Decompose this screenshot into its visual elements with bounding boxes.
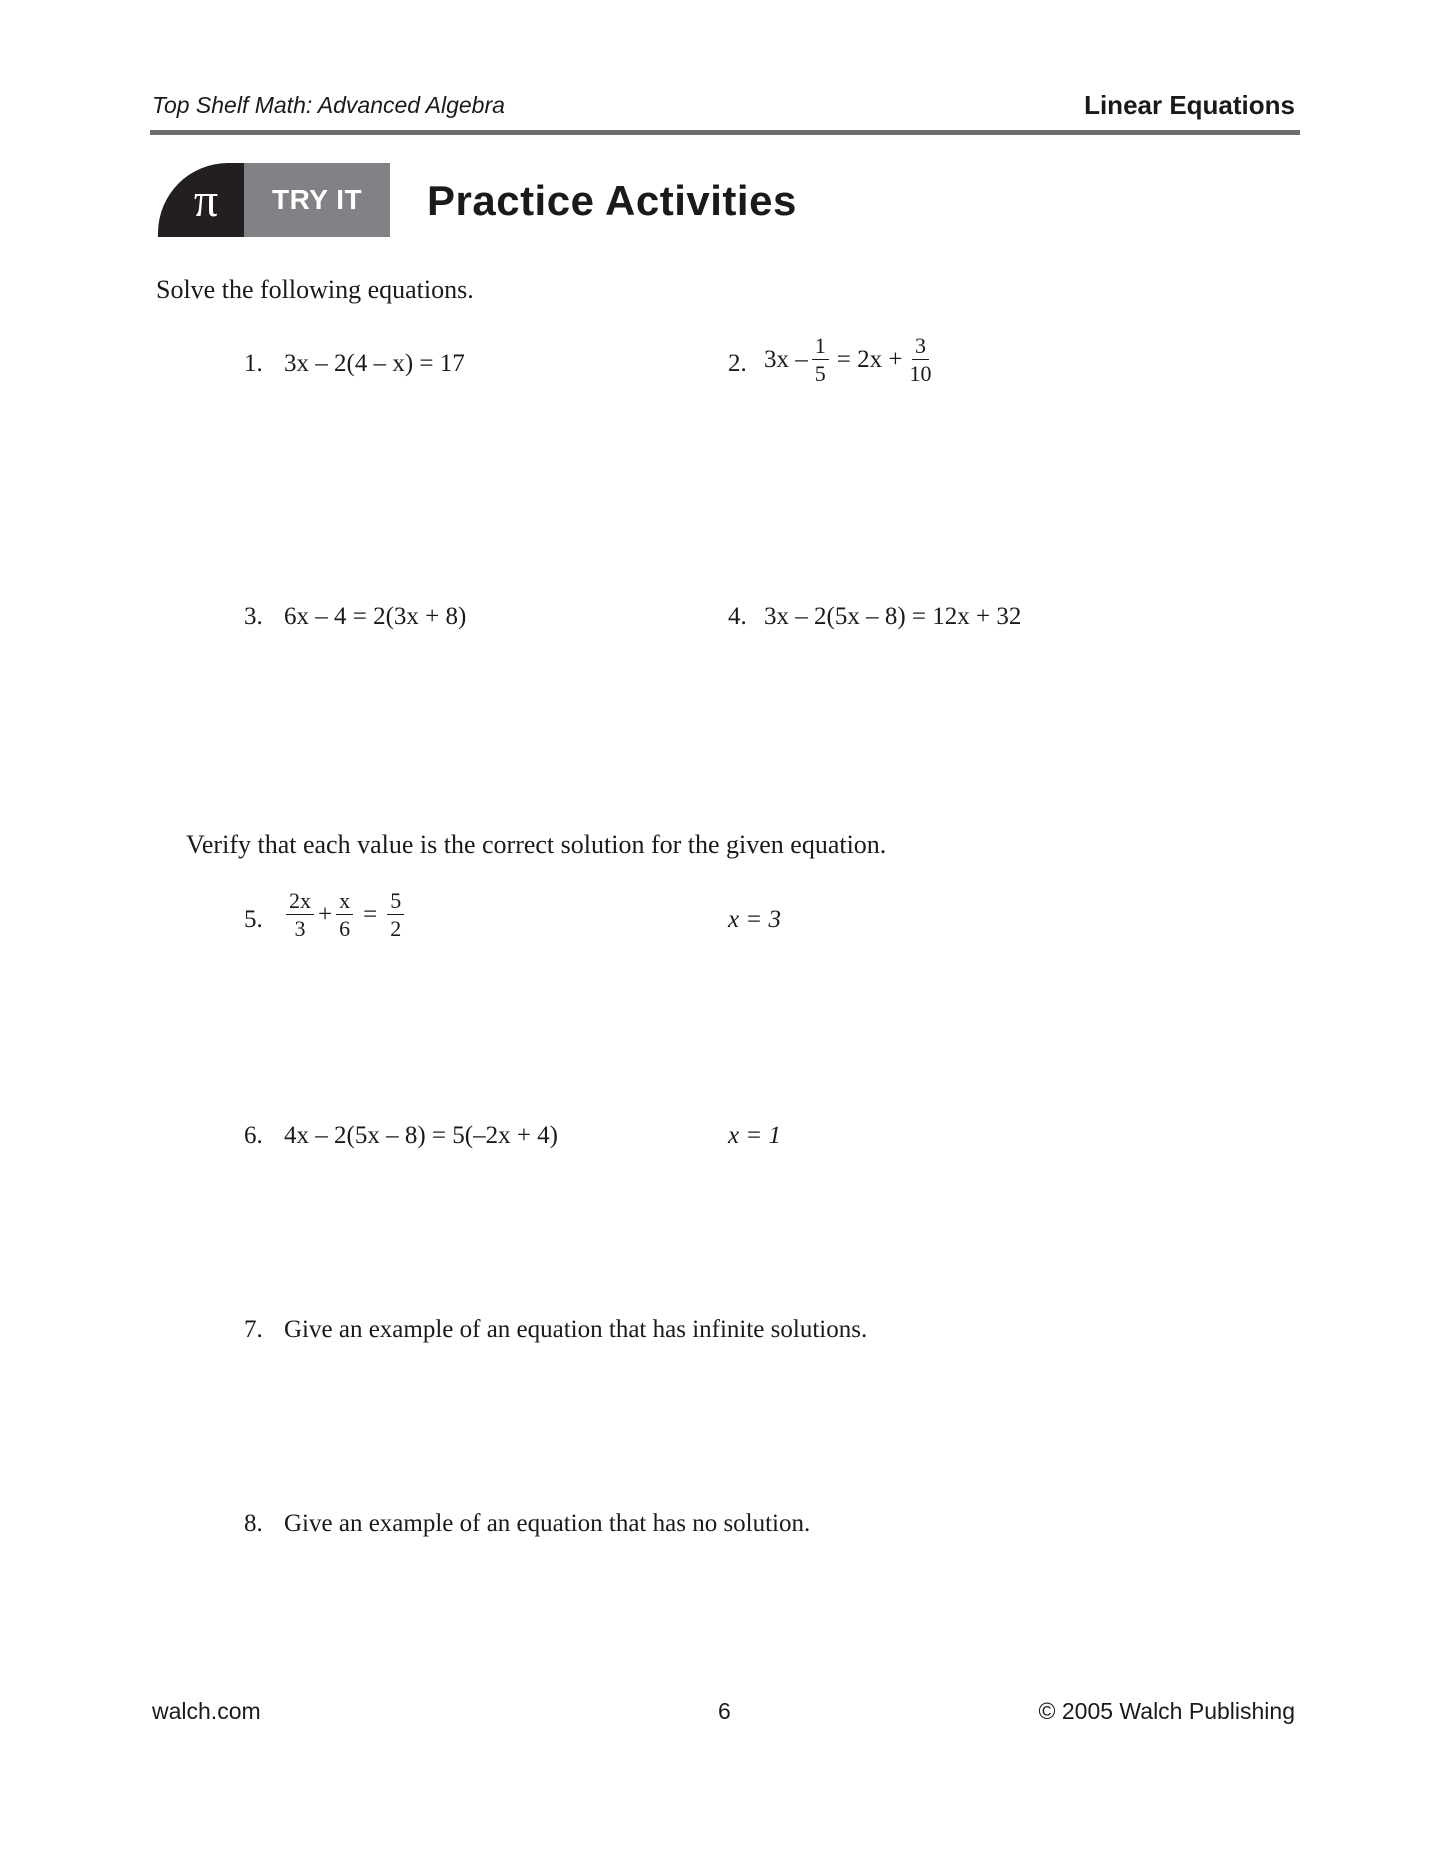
problem-5-equation xyxy=(282,888,408,942)
pi-icon: π xyxy=(158,163,244,237)
instruction-solve: Solve the following equations. xyxy=(156,275,474,304)
problem-number: 3. xyxy=(244,603,263,630)
numerator: 3 xyxy=(912,333,929,360)
problem-2-lhs: 3x – xyxy=(764,345,808,373)
problem-6-equation: 4x – 2(5x – 8) = 5(–2x + 4) xyxy=(284,1122,558,1149)
problem-number: 8. xyxy=(244,1510,263,1537)
header-rule xyxy=(150,130,1300,135)
problem-2-equation xyxy=(764,333,938,387)
fraction xyxy=(906,333,934,387)
plus-sign: + xyxy=(318,900,333,928)
denominator: 3 xyxy=(294,916,306,942)
fraction xyxy=(387,888,404,942)
problem-number: 6. xyxy=(244,1122,263,1149)
fraction xyxy=(286,888,314,942)
problem-number: 7. xyxy=(244,1316,263,1343)
numerator: 1 xyxy=(812,333,829,360)
page-number: 6 xyxy=(718,1698,731,1724)
numerator: 2x xyxy=(286,888,314,915)
instruction-verify: Verify that each value is the correct solution for the given equation. xyxy=(186,830,887,859)
footer-copyright: © 2005 Walch Publishing xyxy=(1038,1698,1295,1724)
numerator: x xyxy=(336,888,353,915)
denominator: 10 xyxy=(909,361,932,387)
problem-4-equation: 3x – 2(5x – 8) = 12x + 32 xyxy=(764,603,1022,630)
problem-2-mid: = 2x + xyxy=(836,345,903,373)
section-title: Practice Activities xyxy=(427,177,797,224)
footer-website: walch.com xyxy=(152,1698,261,1724)
denominator: 6 xyxy=(339,916,351,942)
problem-8-text: Give an example of an equation that has no solution. xyxy=(284,1510,811,1537)
fraction xyxy=(336,888,353,942)
problem-number: 5. xyxy=(244,906,263,933)
problem-7-text: Give an example of an equation that has infinite solutions. xyxy=(284,1316,868,1343)
problem-3-equation: 6x – 4 = 2(3x + 8) xyxy=(284,603,467,630)
chapter-title: Linear Equations xyxy=(1084,90,1295,120)
denominator: 2 xyxy=(390,916,402,942)
book-title: Top Shelf Math: Advanced Algebra xyxy=(152,92,505,118)
equals-sign: = xyxy=(363,900,378,928)
numerator: 5 xyxy=(387,888,404,915)
try-it-label: TRY IT xyxy=(244,163,390,237)
problem-1-equation: 3x – 2(4 – x) = 17 xyxy=(284,350,465,377)
problem-number: 1. xyxy=(244,350,263,377)
fraction xyxy=(812,333,829,387)
problem-6-value: x = 1 xyxy=(728,1122,781,1149)
try-it-banner xyxy=(158,163,390,237)
problem-number: 2. xyxy=(728,350,747,377)
problem-number: 4. xyxy=(728,603,747,630)
denominator: 5 xyxy=(814,361,826,387)
problem-5-value: x = 3 xyxy=(728,906,781,933)
